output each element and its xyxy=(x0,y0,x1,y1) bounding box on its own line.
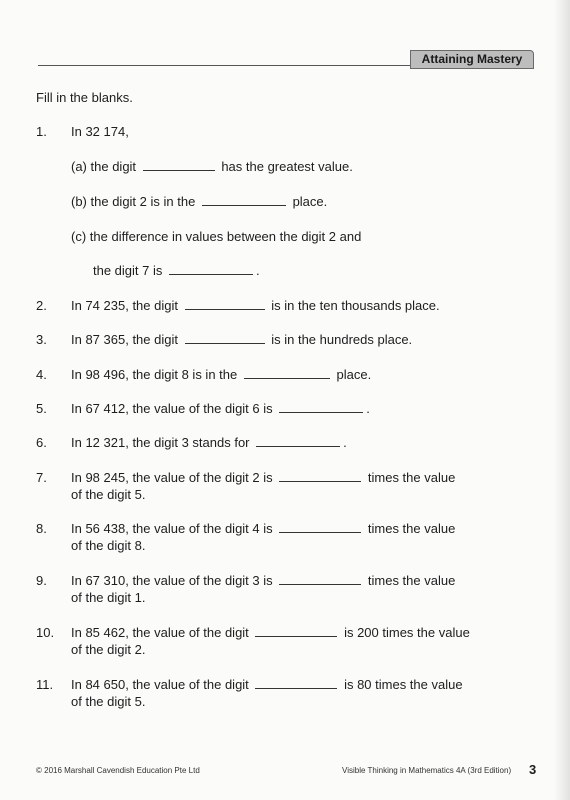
question-text: In 85 462, the value of the digit xyxy=(71,625,249,640)
copyright-footer: © 2016 Marshall Cavendish Education Pte Ltd xyxy=(36,766,200,775)
question-3 xyxy=(36,331,412,348)
question-text: In 67 412, the value of the digit 6 is xyxy=(71,401,273,416)
part-label: (c) xyxy=(71,229,87,244)
part-label: (a) xyxy=(71,159,87,174)
part-text: . xyxy=(256,263,260,278)
question-text: In 98 496, the digit 8 is in the xyxy=(71,367,238,382)
part-text: place. xyxy=(292,194,328,209)
part-text: has the greatest value. xyxy=(221,159,353,174)
question-7-line2: of the digit 5. xyxy=(71,487,146,502)
question-number: 8. xyxy=(36,521,47,536)
question-5 xyxy=(36,400,370,417)
question-8 xyxy=(36,520,455,537)
question-text: In 74 235, the digit xyxy=(71,298,178,313)
question-1a xyxy=(71,158,353,175)
question-text: In 98 245, the value of the digit 2 is xyxy=(71,470,273,485)
answer-blank-6[interactable] xyxy=(256,435,340,447)
question-7 xyxy=(36,469,455,486)
question-9 xyxy=(36,572,455,589)
question-4 xyxy=(36,366,371,383)
question-number: 10. xyxy=(36,625,55,640)
instruction-text: Fill in the blanks. xyxy=(36,90,133,105)
question-text: place. xyxy=(336,367,372,382)
answer-blank-5[interactable] xyxy=(279,401,363,413)
question-1c xyxy=(71,228,361,245)
answer-blank-2[interactable] xyxy=(185,298,265,310)
answer-blank-11[interactable] xyxy=(255,677,337,689)
question-number: 9. xyxy=(36,573,47,588)
question-text: In 32 174, xyxy=(71,124,129,139)
question-number: 3. xyxy=(36,332,47,347)
question-number: 7. xyxy=(36,470,47,485)
question-number: 6. xyxy=(36,435,47,450)
question-1b xyxy=(71,193,327,210)
answer-blank-9[interactable] xyxy=(279,573,361,585)
question-11 xyxy=(36,676,463,693)
question-8-line2: of the digit 8. xyxy=(71,538,146,553)
question-text: is 80 times the value xyxy=(344,677,463,692)
question-1c-line2 xyxy=(93,262,260,279)
question-number: 11. xyxy=(36,677,54,692)
question-text: times the value xyxy=(367,521,456,536)
question-text: In 84 650, the value of the digit xyxy=(71,677,249,692)
part-text: the digit xyxy=(90,159,137,174)
question-text: is in the ten thousands place. xyxy=(271,298,440,313)
question-number: 2. xyxy=(36,298,47,313)
answer-blank-1a[interactable] xyxy=(143,159,215,171)
part-label: (b) xyxy=(71,194,87,209)
answer-blank-8[interactable] xyxy=(279,521,361,533)
question-text: In 56 438, the value of the digit 4 is xyxy=(71,521,273,536)
question-number: 5. xyxy=(36,401,47,416)
header-rule xyxy=(38,65,410,66)
question-text: In 67 310, the value of the digit 3 is xyxy=(71,573,273,588)
question-1 xyxy=(36,123,129,140)
question-6 xyxy=(36,434,347,451)
answer-blank-10[interactable] xyxy=(255,625,337,637)
question-10 xyxy=(36,624,470,641)
page-edge-shadow xyxy=(554,0,570,800)
question-number: 4. xyxy=(36,367,47,382)
part-text: the difference in values between the digit 2 and xyxy=(89,229,362,244)
section-badge: Attaining Mastery xyxy=(410,50,534,69)
question-number: 1. xyxy=(36,124,47,139)
answer-blank-7[interactable] xyxy=(279,470,361,482)
part-text: the digit 7 is xyxy=(93,263,163,278)
question-text: In 87 365, the digit xyxy=(71,332,178,347)
part-text: the digit 2 is in the xyxy=(90,194,196,209)
book-title-footer: Visible Thinking in Mathematics 4A (3rd Edition) xyxy=(342,766,512,775)
question-text: . xyxy=(343,435,347,450)
question-text: . xyxy=(366,401,370,416)
question-text: times the value xyxy=(367,470,456,485)
answer-blank-1c[interactable] xyxy=(169,263,253,275)
question-11-line2: of the digit 5. xyxy=(71,694,146,709)
answer-blank-1b[interactable] xyxy=(202,194,286,206)
question-text: is 200 times the value xyxy=(344,625,470,640)
page-number: 3 xyxy=(529,762,537,777)
question-text: times the value xyxy=(367,573,456,588)
answer-blank-3[interactable] xyxy=(185,332,265,344)
question-text: In 12 321, the digit 3 stands for xyxy=(71,435,250,450)
question-text: is in the hundreds place. xyxy=(271,332,413,347)
question-9-line2: of the digit 1. xyxy=(71,590,146,605)
question-10-line2: of the digit 2. xyxy=(71,642,146,657)
question-2 xyxy=(36,297,440,314)
answer-blank-4[interactable] xyxy=(244,367,330,379)
